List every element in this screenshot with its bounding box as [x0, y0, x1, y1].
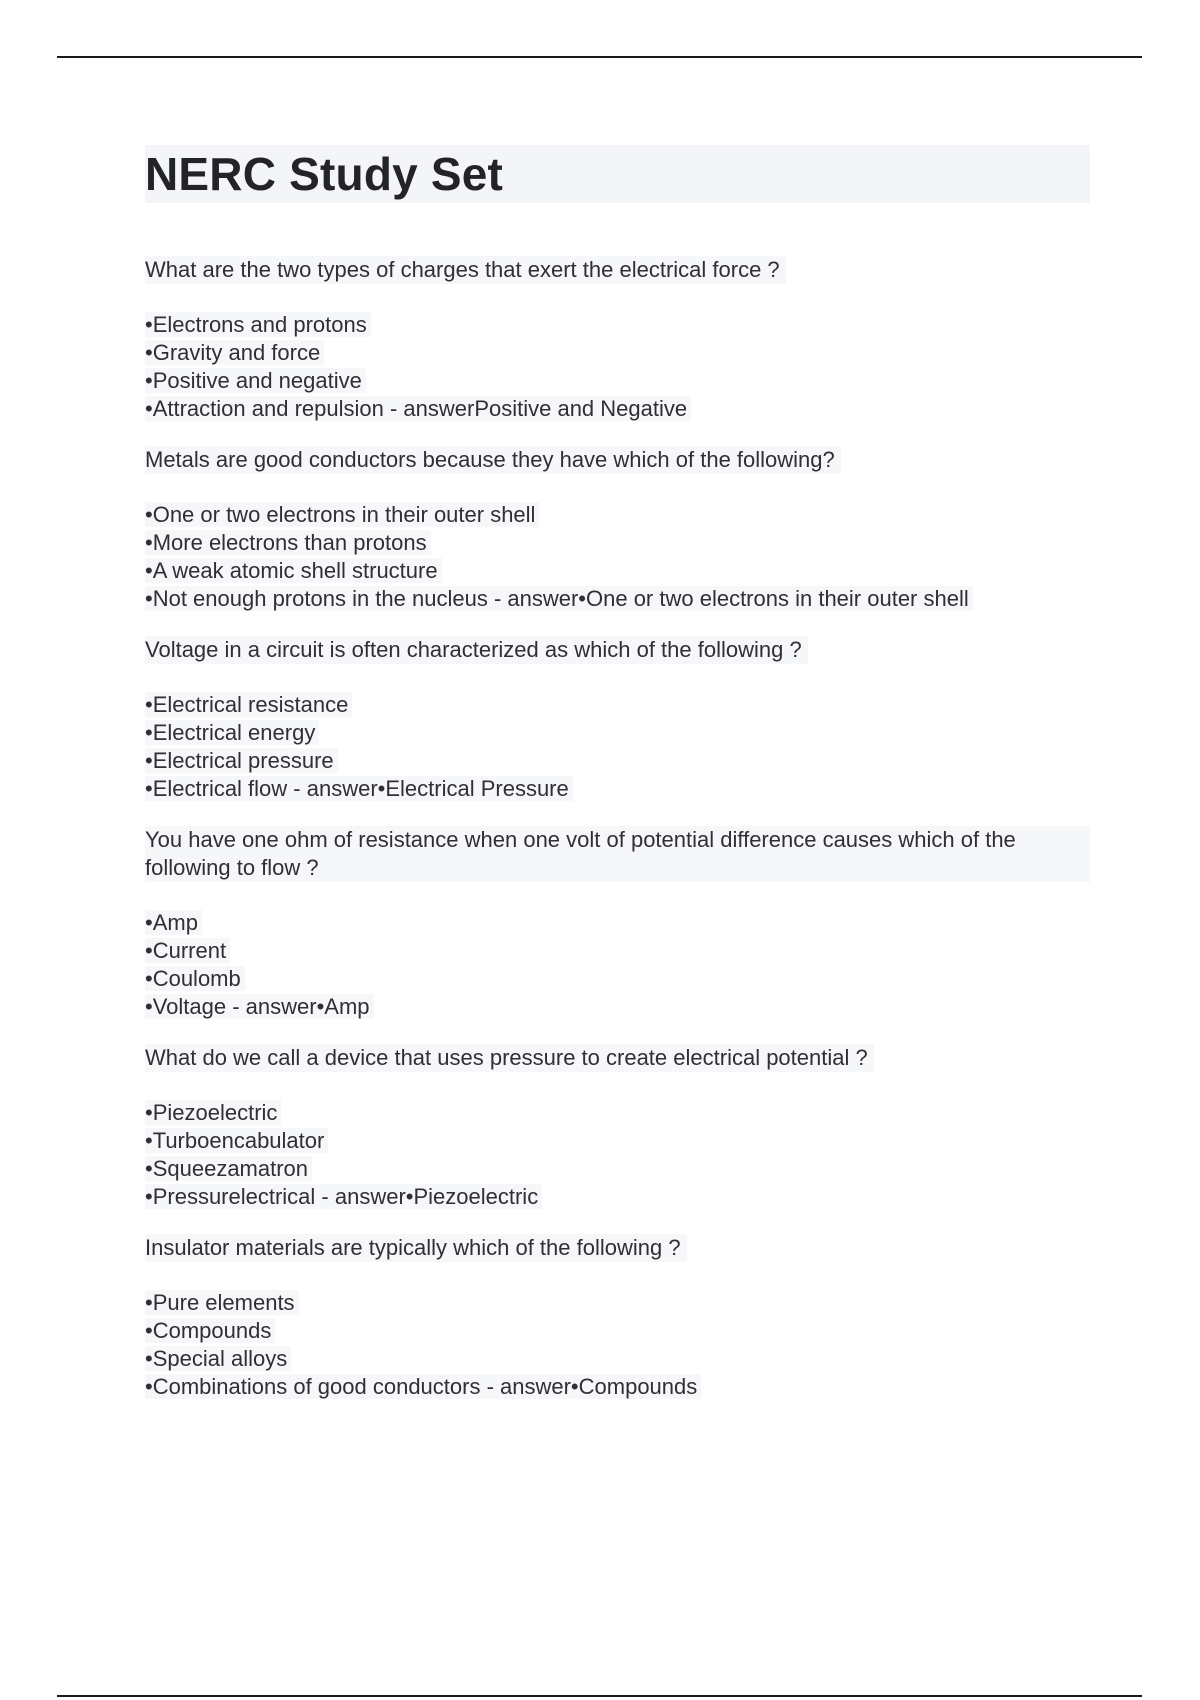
answer-option-text: •A weak atomic shell structure: [145, 558, 442, 583]
answer-option: [145, 367, 1090, 395]
answer-option-text: •Pressurelectrical - answer•Piezoelectric: [145, 1184, 542, 1209]
question-block: [145, 636, 1090, 803]
answer-option: [145, 1345, 1090, 1373]
answer-option-text: •Electrical energy: [145, 720, 319, 745]
answer-option-text: •Attraction and repulsion - answerPositive and Negative: [145, 396, 691, 421]
answer-option: [145, 557, 1090, 585]
answer-option-text: •Not enough protons in the nucleus - answer•One or two electrons in their outer shell: [145, 586, 973, 611]
question-text: Metals are good conductors because they have which of the following?: [145, 446, 841, 474]
answer-option-text: •Gravity and force: [145, 340, 324, 365]
answer-option-text: •Electrical resistance: [145, 692, 352, 717]
answer-option-text: •One or two electrons in their outer shell: [145, 502, 539, 527]
answer-option-text: •Current: [145, 938, 230, 963]
answer-option: [145, 691, 1090, 719]
answer-option-text: •Pure elements: [145, 1290, 299, 1315]
top-rule: [57, 56, 1142, 58]
answer-option: [145, 937, 1090, 965]
answer-options: [145, 1099, 1090, 1211]
question-block: [145, 826, 1090, 1021]
title-band: [145, 145, 1090, 203]
answer-option: [145, 1289, 1090, 1317]
answer-option-text: •Piezoelectric: [145, 1100, 281, 1125]
answer-option: [145, 965, 1090, 993]
answer-options: [145, 691, 1090, 803]
question-list: [145, 256, 1090, 1401]
answer-option: [145, 1099, 1090, 1127]
document-body: [145, 145, 1090, 1424]
answer-option-text: •Voltage - answer•Amp: [145, 994, 374, 1019]
answer-option: [145, 1155, 1090, 1183]
question-block: [145, 256, 1090, 423]
answer-option-text: •More electrons than protons: [145, 530, 431, 555]
question-block: [145, 1044, 1090, 1211]
answer-option: [145, 585, 1090, 613]
answer-option: [145, 529, 1090, 557]
answer-option-text: •Electrical pressure: [145, 748, 338, 773]
answer-option: [145, 395, 1090, 423]
question-text: What are the two types of charges that exert the electrical force ?: [145, 256, 786, 284]
answer-option-text: •Electrical flow - answer•Electrical Pressure: [145, 776, 573, 801]
answer-option-text: •Coulomb: [145, 966, 245, 991]
page-title: NERC Study Set: [145, 148, 504, 200]
question-block: [145, 1234, 1090, 1401]
answer-option: [145, 747, 1090, 775]
question-text: What do we call a device that uses pressure to create electrical potential ?: [145, 1044, 874, 1072]
question-text: Insulator materials are typically which of the following ?: [145, 1234, 687, 1262]
answer-options: [145, 311, 1090, 423]
answer-option: [145, 909, 1090, 937]
answer-options: [145, 1289, 1090, 1401]
answer-option-text: •Electrons and protons: [145, 312, 371, 337]
answer-option-text: •Compounds: [145, 1318, 275, 1343]
answer-option: [145, 311, 1090, 339]
question-text: Voltage in a circuit is often characterized as which of the following ?: [145, 636, 808, 664]
answer-option-text: •Turboencabulator: [145, 1128, 328, 1153]
bottom-rule: [57, 1695, 1142, 1697]
answer-option: [145, 993, 1090, 1021]
answer-option: [145, 1373, 1090, 1401]
answer-option: [145, 1127, 1090, 1155]
answer-option: [145, 339, 1090, 367]
answer-options: [145, 909, 1090, 1021]
answer-option-text: •Amp: [145, 910, 202, 935]
answer-option: [145, 719, 1090, 747]
answer-option-text: •Positive and negative: [145, 368, 366, 393]
answer-option-text: •Squeezamatron: [145, 1156, 312, 1181]
question-text: You have one ohm of resistance when one volt of potential difference causes which of the following to flow ?: [145, 826, 1090, 882]
answer-option-text: •Combinations of good conductors - answer•Compounds: [145, 1374, 701, 1399]
answer-option-text: •Special alloys: [145, 1346, 291, 1371]
answer-option: [145, 1317, 1090, 1345]
question-block: [145, 446, 1090, 613]
answer-option: [145, 1183, 1090, 1211]
answer-options: [145, 501, 1090, 613]
answer-option: [145, 501, 1090, 529]
answer-option: [145, 775, 1090, 803]
